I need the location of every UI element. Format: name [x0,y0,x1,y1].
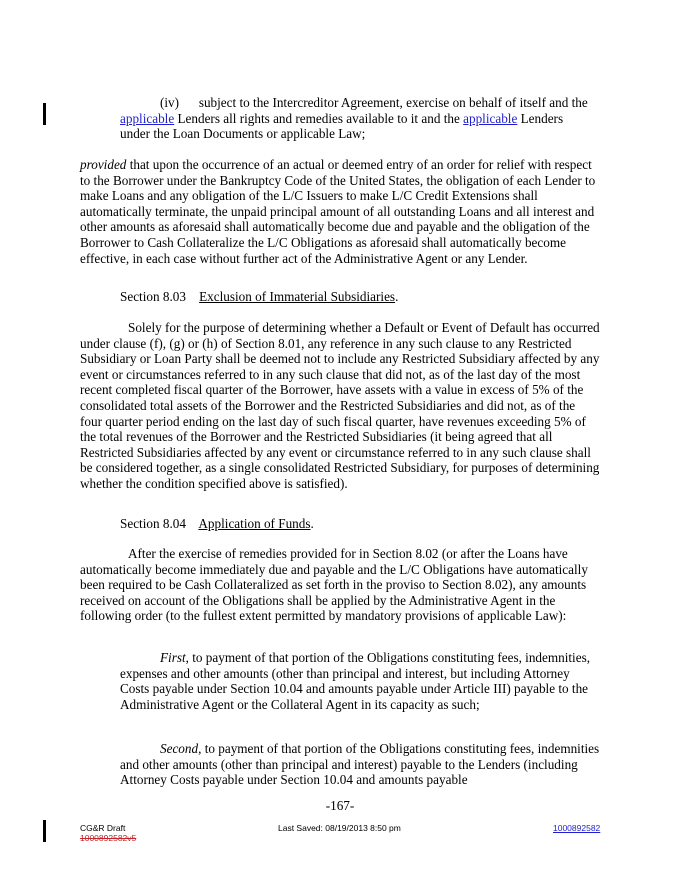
second-paragraph [120,741,600,788]
clause-iv-text-1: subject to the Intercreditor Agreement, exercise on behalf of itself and the [198,95,588,110]
first-paragraph [120,650,600,712]
section-8-03-heading: Section 8.03 Exclusion of Immaterial Subsidiaries. [120,289,399,304]
draft-label: CG&R Draft [80,823,126,833]
old-doc-number: 1000892582v5 [80,833,137,843]
second-text: , to payment of that portion of the Obligations constituting fees, indemnities and other amounts (other than principal and interest) payable to the Lenders (including Attorney Costs payable under Section 10.04 and amounts payable [120,741,600,788]
clause-iv-text-3: Lenders under the Loan Documents or applicable Law; [120,110,564,142]
proviso-paragraph [80,157,600,266]
section-8-04-heading: Section 8.04 Application of Funds. [120,516,314,531]
last-saved: Last Saved: 08/19/2013 8:50 pm [278,823,401,833]
clause-iv-text-2: Lenders all rights and remedies available to it and the [177,110,460,126]
doc-number-link[interactable]: 1000892582 [553,823,601,833]
clause-iv-number: (iv) [160,95,180,110]
applicable-link-2[interactable]: applicable [463,110,518,126]
proviso-text: that upon the occurrence of an actual or deemed entry of an order for relief with respect to the Borrower under the Bankruptcy Code of the United States, the obligation of each Lender to make Loans and any obligation of the L/C Issuers to make L/C Credit Extensions shall automatically terminate, the unpaid principal amount of all outstanding Loans and all interest and other amounts as aforesaid shall automatically become due and payable and the obligation of the Borrower to Cash Collateralize the L/C Obligations as aforesaid shall automatically become effective, in each case without further act of the Administrative Agent or any Lender. [80,157,596,266]
section-8-03-body: Solely for the purpose of determining whether a Default or Event of Default has occurred under clause (f), (g) or (h) of Section 8.01, any reference in any such clause to any Restricted Subsidiary or Loan Party shall be deemed not to include any Restricted Subsidiary affected by any event or circumstances referred to in any such clause that did not, as of the last day of the most recent completed fiscal quarter of the Borrower, have assets with a value in excess of 5% of the consolidated total assets of the Borrower and the Restricted Subsidiaries and did not, as of the four quarter period ending on the last day of such fiscal quarter, have revenues exceeding 5% of the total revenues of the Borrower and the Restricted Subsidiaries (it being agreed that all Restricted Subsidiaries affected by any event or circumstance referred to in any such clause shall be considered together, as a single consolidated Restricted Subsidiary, for purposes of determining whether the condition specified above is satisfied). [80,320,600,491]
first-lead: First [160,650,186,665]
proviso-lead: provided [80,157,127,172]
first-text: , to payment of that portion of the Obligations constituting fees, indemnities, expenses and other amounts (other than principal and interest, but including Attorney Costs payable under Section 10.04 and amounts payable under Article III) payable to the Administrative Agent or the Collateral Agent in its capacity as such; [120,650,591,712]
change-bar-top [43,103,46,125]
page-number: -167- [325,798,355,813]
change-bar-footer [43,820,46,842]
section-8-04-body: After the exercise of remedies provided for in Section 8.02 (or after the Loans have automatically become immediately due and payable and the L/C Obligations have automatically been required to be Cash Collateralized as set forth in the proviso to Section 8.02), any amounts received on account of the Obligations shall be applied by the Administrative Agent in the following order (to the fullest extent permitted by mandatory provisions of applicable Law): [80,546,588,624]
second-lead: Second [160,741,199,756]
section-8-03-number: Section 8.03 [120,289,186,304]
clause-iv [120,95,590,142]
footer-left [80,823,136,843]
section-8-04-number: Section 8.04 [120,516,186,531]
section-8-04-title: Application of Funds [198,516,311,531]
section-8-03-title: Exclusion of Immaterial Subsidiaries [199,289,396,304]
applicable-link-1[interactable]: applicable [120,110,175,126]
